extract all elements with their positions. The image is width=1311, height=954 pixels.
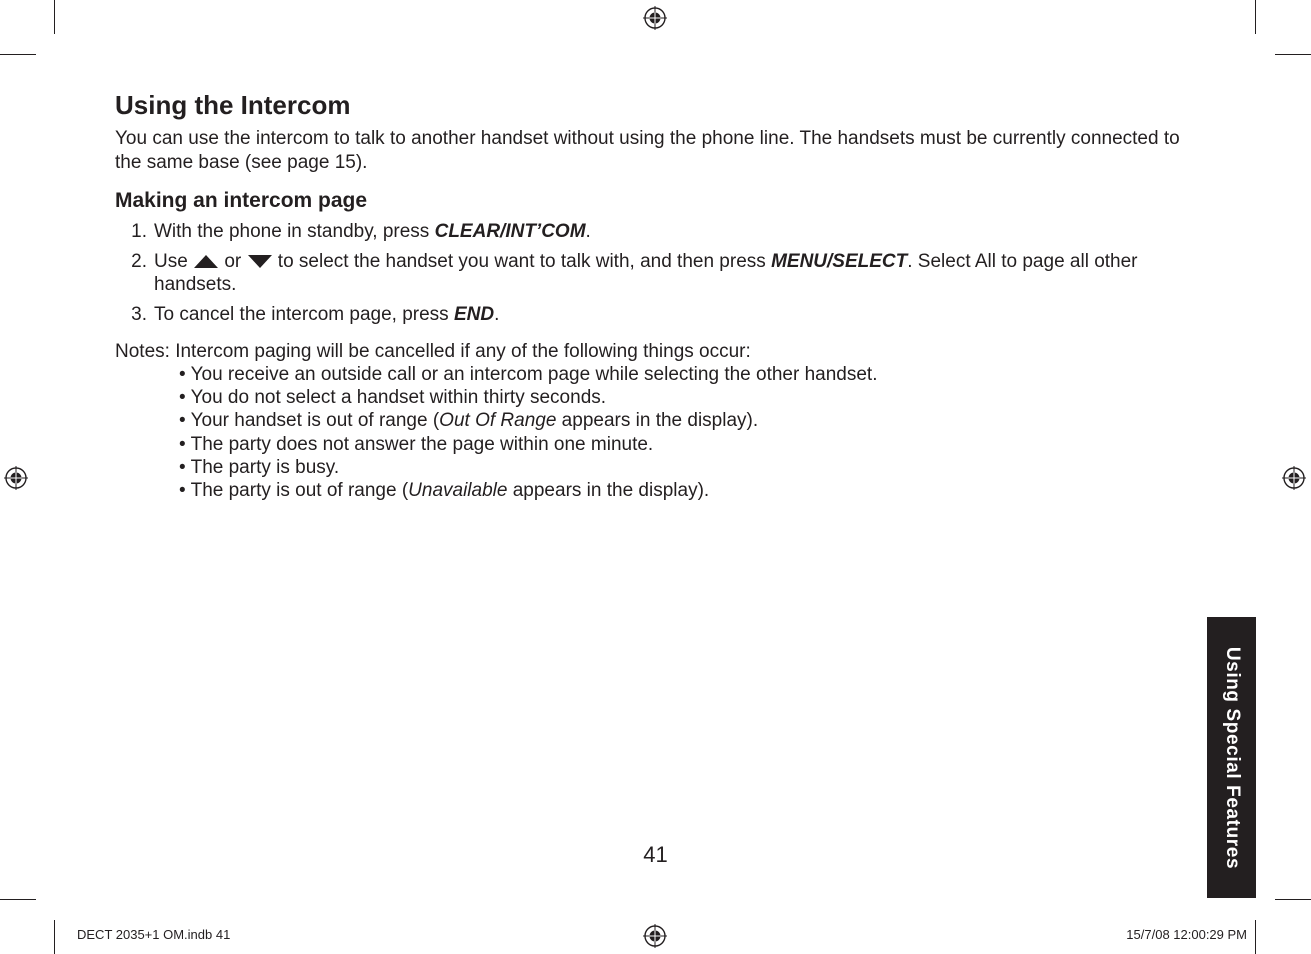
- list-item: • Your handset is out of range (Out Of Range appears in the display).: [179, 410, 759, 432]
- key-label: CLEAR/INT’COM: [434, 221, 586, 242]
- registration-mark-icon: [1281, 465, 1307, 491]
- registration-mark-icon: [642, 5, 668, 31]
- step-number: 1.: [131, 221, 147, 242]
- crop-mark: [0, 899, 36, 900]
- side-tab-label: Using Special Features: [1221, 646, 1243, 869]
- step-number: 3.: [131, 304, 147, 325]
- notes-label: Notes: Intercom paging will be cancelled if any of the following things occur:: [115, 341, 751, 362]
- down-triangle-icon: [247, 253, 273, 269]
- list-item: • The party is out of range (Unavailable appears in the display).: [179, 480, 710, 502]
- crop-mark: [1275, 899, 1311, 900]
- list-item: • The party is busy.: [179, 456, 340, 478]
- key-label: MENU/SELECT: [771, 251, 908, 272]
- list-item: • You do not select a handset within thirty seconds.: [179, 387, 607, 409]
- step-number: 2.: [131, 251, 147, 272]
- crop-mark: [1255, 0, 1256, 34]
- crop-mark: [54, 920, 55, 954]
- step-text: With the phone in standby, press CLEAR/INT’COM.: [154, 221, 591, 242]
- registration-mark-icon: [642, 923, 668, 949]
- step-text: Use or to select the handset you want to talk with, and then press MENU/SELECT. Select All to page all other handsets.: [154, 251, 1138, 295]
- section-side-tab: [1207, 617, 1256, 898]
- display-message: Unavailable: [408, 480, 508, 502]
- page-title: Using the Intercom: [115, 90, 351, 120]
- list-item: • The party does not answer the page within one minute.: [179, 433, 654, 455]
- section-heading: Making an intercom page: [115, 189, 368, 212]
- crop-mark: [1255, 920, 1256, 954]
- crop-mark: [0, 54, 36, 55]
- intro-paragraph: You can use the intercom to talk to another handset without using the phone line. The handsets must be currently connected to the same base (see page 15).: [115, 128, 1180, 173]
- crop-mark: [54, 0, 55, 34]
- display-message: Out Of Range: [439, 410, 557, 432]
- footer-file-slug: DECT 2035+1 OM.indb 41: [77, 927, 231, 942]
- footer-timestamp: 15/7/08 12:00:29 PM: [1126, 927, 1247, 942]
- page-number: 41: [643, 842, 668, 867]
- up-triangle-icon: [193, 253, 219, 269]
- list-item: • You receive an outside call or an intercom page while selecting the other handset.: [179, 364, 878, 385]
- notes-list: [179, 363, 877, 502]
- registration-mark-icon: [3, 465, 29, 491]
- crop-mark: [1275, 54, 1311, 55]
- key-label: END: [453, 304, 495, 325]
- step-text: To cancel the intercom page, press END.: [154, 304, 500, 325]
